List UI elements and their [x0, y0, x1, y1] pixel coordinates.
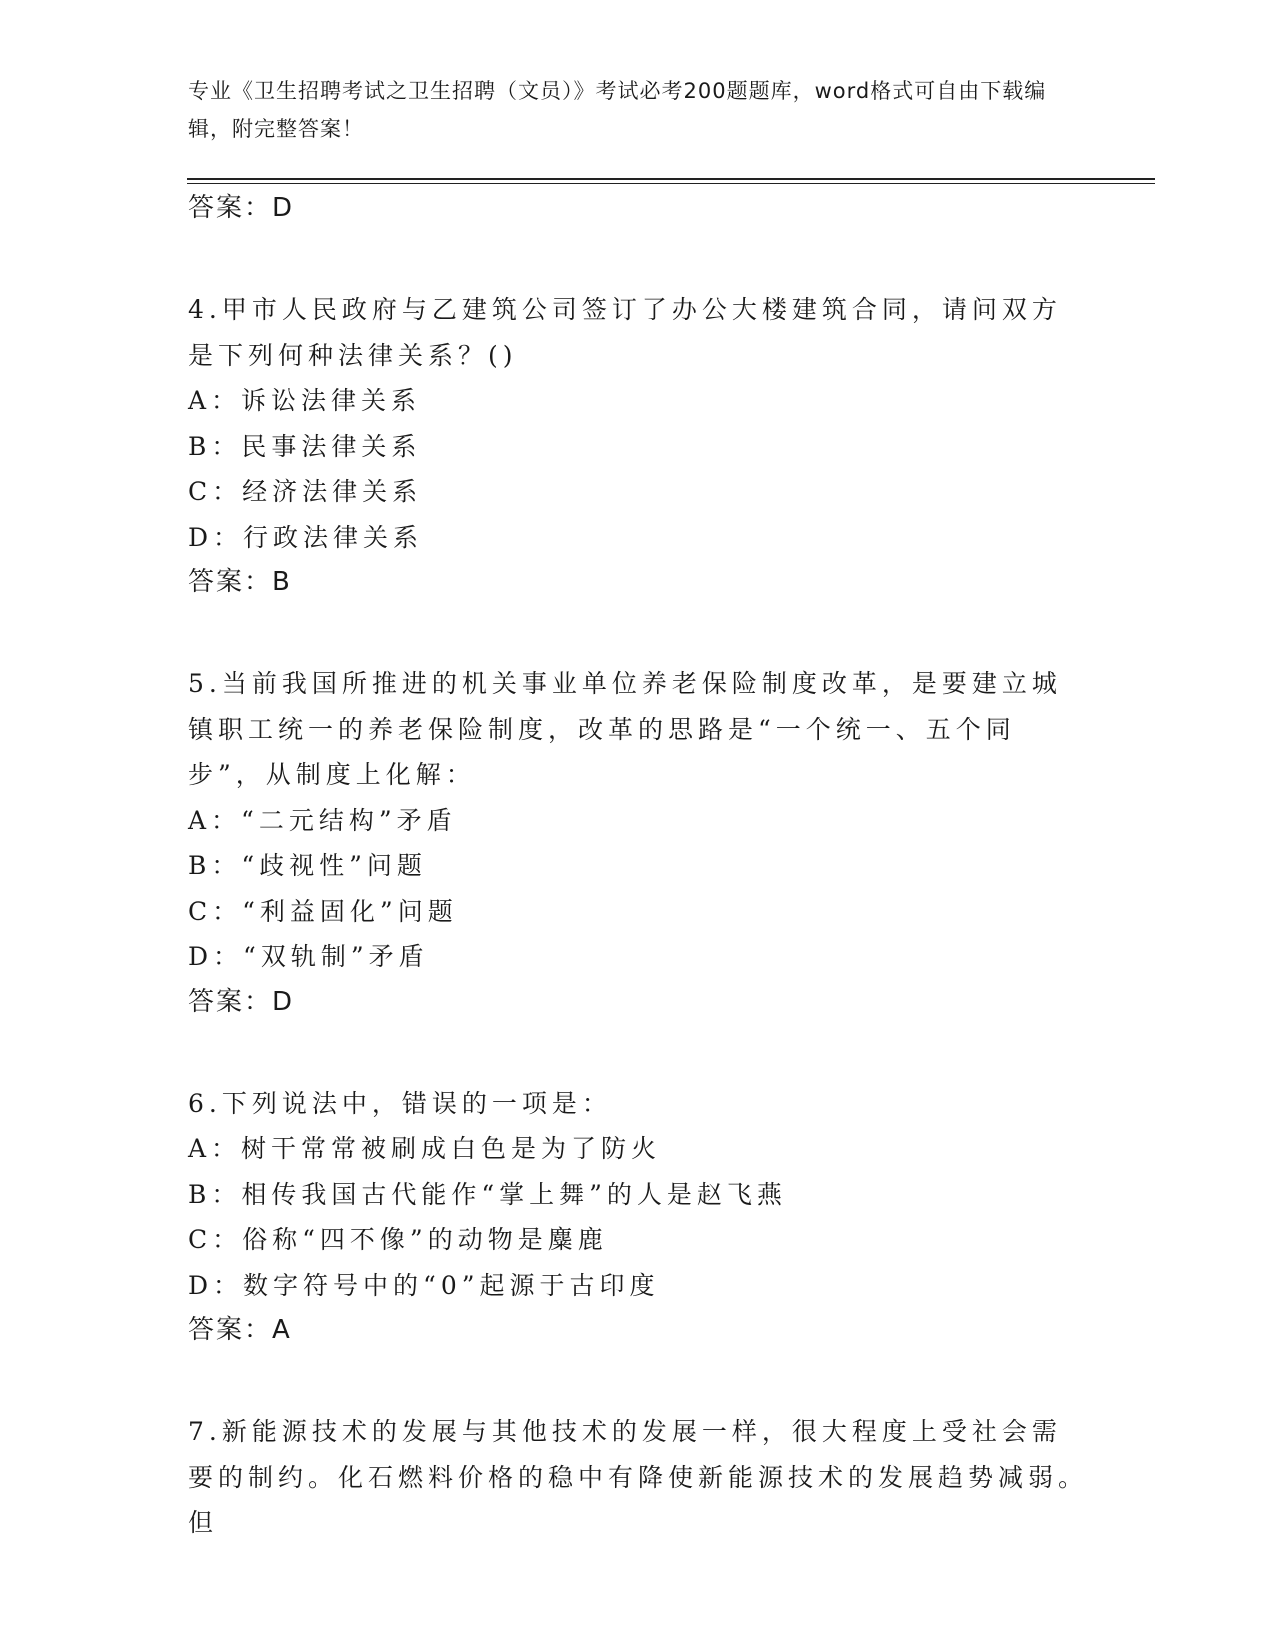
- option-c: C：经济法律关系: [188, 477, 423, 506]
- question-stem: 5.当前我国所推进的机关事业单位养老保险制度改革，是要建立城镇职工统一的养老保险制度，改革的思路是“一个统一、五个同步”，从制度上化解：: [188, 669, 1062, 789]
- question-6: [188, 1081, 1088, 1354]
- option-c: C：“利益固化”问题: [188, 896, 458, 926]
- question-4: [188, 287, 1088, 605]
- answer-label: 答案：D: [188, 193, 295, 223]
- option-d: D：“双轨制”矛盾: [188, 942, 429, 971]
- answer-label: 答案：A: [188, 1315, 292, 1345]
- answer-label: 答案：B: [188, 567, 292, 597]
- answer-label: 答案：D: [188, 986, 295, 1017]
- header-rule-thick: [187, 178, 1155, 180]
- option-a: A：“二元结构”矛盾: [188, 805, 457, 835]
- header-rule-thin: [187, 183, 1155, 184]
- option-a: A：诉讼法律关系: [188, 386, 422, 415]
- document-header: 专业《卫生招聘考试之卫生招聘（文员）》考试必考200题题库，word格式可自由下载编辑，附完整答案！: [188, 79, 1047, 141]
- question-5: [188, 661, 1088, 1025]
- option-d: D：行政法律关系: [188, 522, 424, 552]
- option-b: B：民事法律关系: [188, 431, 422, 461]
- question-stem: 7.新能源技术的发展与其他技术的发展一样，很大程度上受社会需要的制约。化石燃料价格的稳中有降使新能源技术的发展趋势减弱。但: [188, 1417, 1089, 1537]
- option-b: B：“歧视性”问题: [188, 851, 427, 880]
- question-list: [188, 186, 1088, 1546]
- option-c: C：俗称“四不像”的动物是麋鹿: [188, 1225, 608, 1254]
- question-stem: 4.甲市人民政府与乙建筑公司签订了办公大楼建筑合同，请问双方是下列何种法律关系？(): [188, 295, 1062, 370]
- question-7: [188, 1409, 1088, 1546]
- option-b: B：相传我国古代能作“掌上舞”的人是赵飞燕: [188, 1179, 787, 1209]
- question-stem: 6.下列说法中，错误的一项是：: [188, 1088, 612, 1118]
- option-a: A：树干常常被刷成白色是为了防火: [188, 1134, 662, 1163]
- option-d: D：数字符号中的“0”起源于古印度: [188, 1270, 660, 1300]
